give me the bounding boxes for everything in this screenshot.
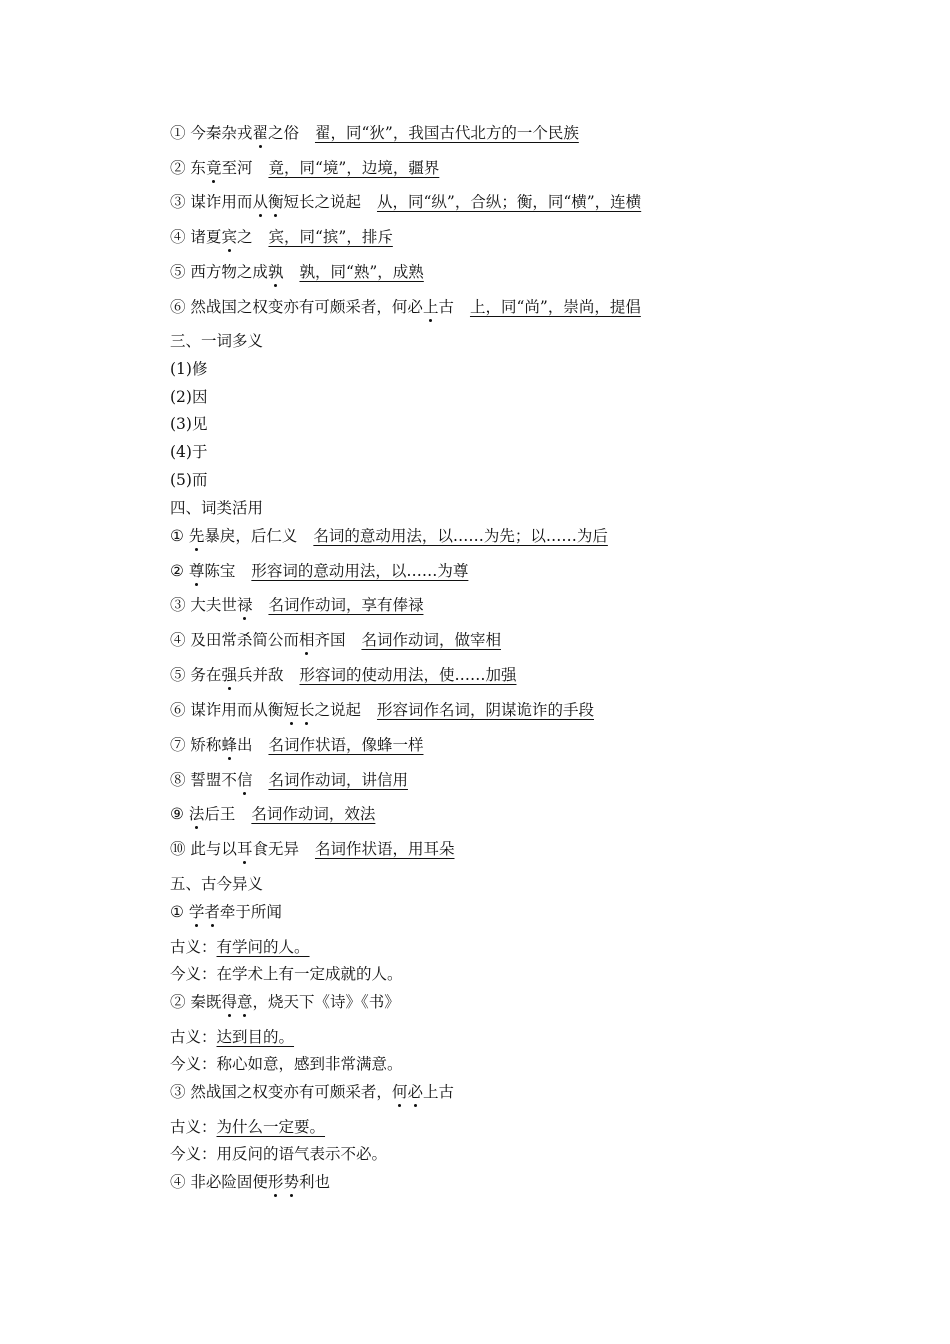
yiyi-item: ④ 非必险固便形势利也 [170, 1173, 330, 1191]
answer-text: 名词作状语，像蜂一样 [268, 736, 424, 754]
answer-text: 名词作动词，享有俸禄 [268, 596, 424, 614]
emphasis-dot: 蜂 [221, 736, 237, 754]
emphasis-dot [252, 193, 283, 211]
answer-text: 名词的意动用法，以……为先；以……为后 [313, 527, 608, 545]
emphasis-char: 势 [283, 1173, 299, 1191]
emphasis-dot: 先 [188, 527, 205, 545]
huoyong-item: ① 先暴戾，后仁义 名词的意动用法，以……为先；以……为后 [170, 527, 608, 545]
answer-text: 形容词作名词，阴谋诡诈的手段 [376, 701, 594, 719]
list-item: (2)因 [170, 388, 208, 406]
tongjia-item: ② 东竟至河 竟，同“境”，边境，疆界 [170, 159, 440, 177]
emphasis-char: 得 [221, 993, 237, 1011]
tongjia-item: ① 今秦杂戎翟之俗 翟，同“狄”，我国古代北方的一个民族 [170, 124, 579, 142]
emphasis-dot [189, 903, 220, 921]
emphasis-dot: 翟 [252, 124, 268, 142]
gu-meaning: 古义：为什么一定要。 [170, 1118, 326, 1136]
answer-text: 形容词的使动用法，使……加强 [299, 666, 517, 684]
emphasis-char: 短 [283, 701, 299, 719]
section-heading: 四、词类活用 [170, 499, 264, 517]
huoyong-item: ⑥ 谋诈用而从衡短长之说起 形容词作名词，阴谋诡诈的手段 [170, 701, 594, 719]
jin-meaning: 今义：用反问的语气表示不必。 [170, 1145, 388, 1163]
emphasis-dot [268, 1173, 299, 1191]
section-heading: 三、一词多义 [170, 332, 264, 350]
list-item: (5)而 [170, 471, 208, 489]
answer-text: 竟，同“境”，边境，疆界 [268, 159, 440, 177]
emphasis-dot: 孰 [267, 263, 284, 281]
answer-text: 宾，同“摈”，排斥 [268, 228, 393, 246]
huoyong-item: ⑤ 务在强兵并敌 形容词的使动用法，使……加强 [170, 666, 517, 684]
list-item: (3)见 [170, 415, 208, 433]
answer-text: 翟，同“狄”，我国古代北方的一个民族 [314, 124, 579, 142]
emphasis-dot: 强 [221, 666, 237, 684]
section-heading: 五、古今异义 [170, 875, 264, 893]
gu-meaning: 古义：有学问的人。 [170, 938, 310, 956]
emphasis-char: 何 [391, 1083, 408, 1101]
huoyong-item: ④ 及田常杀简公而相齐国 名词作动词，做宰相 [170, 631, 501, 649]
emphasis-dot: 上 [422, 298, 439, 316]
emphasis-dot [221, 993, 252, 1011]
huoyong-item: ⑦ 矫称蜂出 名词作状语，像蜂一样 [170, 736, 424, 754]
huoyong-item: ② 尊陈宝 形容词的意动用法，以……为尊 [170, 562, 469, 580]
gu-meaning: 古义：达到目的。 [170, 1028, 295, 1046]
answer-text: 名词作状语，用耳朵 [314, 840, 455, 858]
list-item: (1)修 [170, 360, 208, 378]
emphasis-dot: 竟 [205, 159, 222, 177]
yiyi-item: ① 学者牵于所闻 [170, 903, 282, 921]
jin-meaning: 今义：在学术上有一定成就的人。 [170, 965, 403, 983]
answer-text: 名词作动词，做宰相 [361, 631, 501, 649]
emphasis-dot: 禄 [236, 596, 253, 614]
emphasis-char: 形 [267, 1173, 284, 1191]
answer-text: 为什么一定要。 [216, 1118, 326, 1136]
answer-text: 形容词的意动用法，以……为尊 [251, 562, 469, 580]
answer-text: 上，同“尚”，崇尚，提倡 [469, 298, 641, 316]
emphasis-char: 学 [188, 903, 205, 921]
emphasis-char: 从 [252, 193, 268, 211]
huoyong-item: ⑩ 此与以耳食无异 名词作状语，用耳朵 [170, 840, 455, 858]
emphasis-char: 衡 [267, 193, 284, 211]
emphasis-dot: 相 [298, 631, 315, 649]
emphasis-dot: 耳 [236, 840, 253, 858]
tongjia-item: ⑤ 西方物之成孰 孰，同“熟”，成熟 [170, 263, 424, 281]
huoyong-item: ⑧ 誓盟不信 名词作动词，讲信用 [170, 771, 408, 789]
emphasis-dot [283, 701, 314, 719]
answer-text: 名词作动词，讲信用 [268, 771, 408, 789]
jin-meaning: 今义：称心如意，感到非常满意。 [170, 1055, 403, 1073]
emphasis-dot [392, 1083, 423, 1101]
answer-text: 有学问的人。 [216, 938, 310, 956]
emphasis-char: 意 [236, 993, 253, 1011]
huoyong-item: ③ 大夫世禄 名词作动词，享有俸禄 [170, 596, 424, 614]
emphasis-char: 必 [407, 1083, 423, 1101]
huoyong-item: ⑨ 法后王 名词作动词，效法 [170, 805, 376, 823]
tongjia-item: ③ 谋诈用而从衡短长之说起 从，同“纵”，合纵；衡，同“横”，连横 [170, 193, 642, 211]
yiyi-item: ② 秦既得意，烧天下《诗》《书》 [170, 993, 400, 1011]
tongjia-item: ④ 诸夏宾之 宾，同“摈”，排斥 [170, 228, 393, 246]
emphasis-dot: 宾 [221, 228, 237, 246]
emphasis-char: 长 [298, 701, 315, 719]
yiyi-item: ③ 然战国之权变亦有可颇采者，何必上古 [170, 1083, 454, 1101]
list-item: (4)于 [170, 443, 208, 461]
emphasis-char: 者 [204, 903, 220, 921]
tongjia-item: ⑥ 然战国之权变亦有可颇采者，何必上古 上，同“尚”，崇尚，提倡 [170, 298, 641, 316]
emphasis-dot: 法 [188, 805, 205, 823]
emphasis-dot: 信 [236, 771, 253, 789]
answer-text: 孰，同“熟”，成熟 [299, 263, 424, 281]
answer-text: 从，同“纵”，合纵；衡，同“横”，连横 [376, 193, 642, 211]
answer-text: 名词作动词，效法 [251, 805, 376, 823]
answer-text: 达到目的。 [216, 1028, 295, 1046]
emphasis-dot: 尊 [188, 562, 205, 580]
